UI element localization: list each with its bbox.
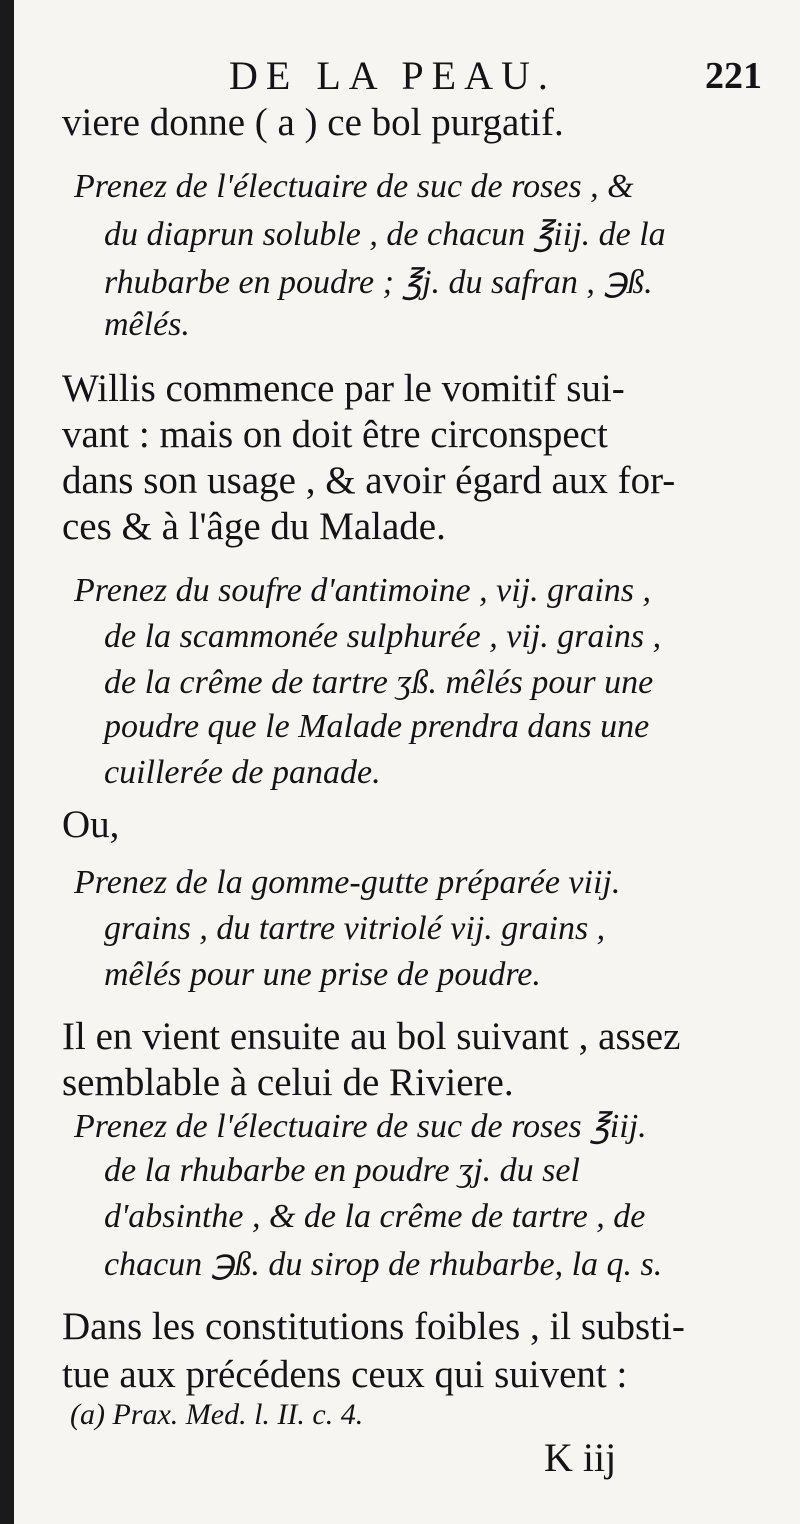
text-line: de la crême de tartre ʒß. mêlés pour une [104, 664, 654, 701]
page-header [14, 52, 800, 98]
text-line: Il en vient ensuite au bol suivant , assez [62, 1015, 681, 1058]
text-line: Prenez du soufre d'antimoine , vij. grains , [74, 572, 652, 609]
signature-mark: K iij [544, 1435, 617, 1480]
text-line: dans son usage , & avoir égard aux for- [62, 459, 676, 502]
text-line: vant : mais on doit être circonspect [62, 413, 608, 456]
text-line: de la scammonée sulphurée , vij. grains , [104, 618, 662, 655]
book-page [14, 0, 800, 1524]
page-number: 221 [705, 55, 762, 97]
text-line: mêlés. [104, 306, 190, 343]
text-line: poudre que le Malade prendra dans une [104, 708, 650, 745]
text-line: cuillerée de panade. [104, 754, 381, 791]
text-line: chacun ℈ß. du sirop de rhubarbe, la q. s. [104, 1246, 663, 1283]
text-line: Ou, [62, 803, 120, 846]
text-line: d'absinthe , & de la crême de tartre , de [104, 1198, 646, 1235]
text-line: ces & à l'âge du Malade. [62, 505, 446, 548]
text-line: du diaprun soluble , de chacun ℥iij. de la [104, 216, 666, 253]
text-line: viere donne ( a ) ce bol purgatif. [62, 101, 564, 144]
text-line: Willis commence par le vomitif sui- [62, 367, 625, 410]
text-line: grains , du tartre vitriolé vij. grains , [104, 910, 606, 947]
footnote: (a) Prax. Med. l. II. c. 4. [70, 1398, 364, 1431]
text-line: tue aux précédens ceux qui suivent : [62, 1353, 628, 1396]
running-head: DE LA PEAU. [229, 53, 556, 98]
text-line: Prenez de l'électuaire de suc de roses , & [74, 168, 634, 205]
text-line: Prenez de l'électuaire de suc de roses ℥iij. [74, 1108, 647, 1145]
text-line: rhubarbe en poudre ; ℥j. du safran , ℈ß. [104, 264, 653, 301]
text-line: Dans les constitutions foibles , il substi- [62, 1305, 685, 1348]
text-line: Prenez de la gomme-gutte préparée viij. [74, 864, 621, 901]
text-line: mêlés pour une prise de poudre. [104, 956, 541, 993]
text-line: de la rhubarbe en poudre ʒj. du sel [104, 1152, 580, 1189]
text-line: semblable à celui de Riviere. [62, 1061, 514, 1104]
